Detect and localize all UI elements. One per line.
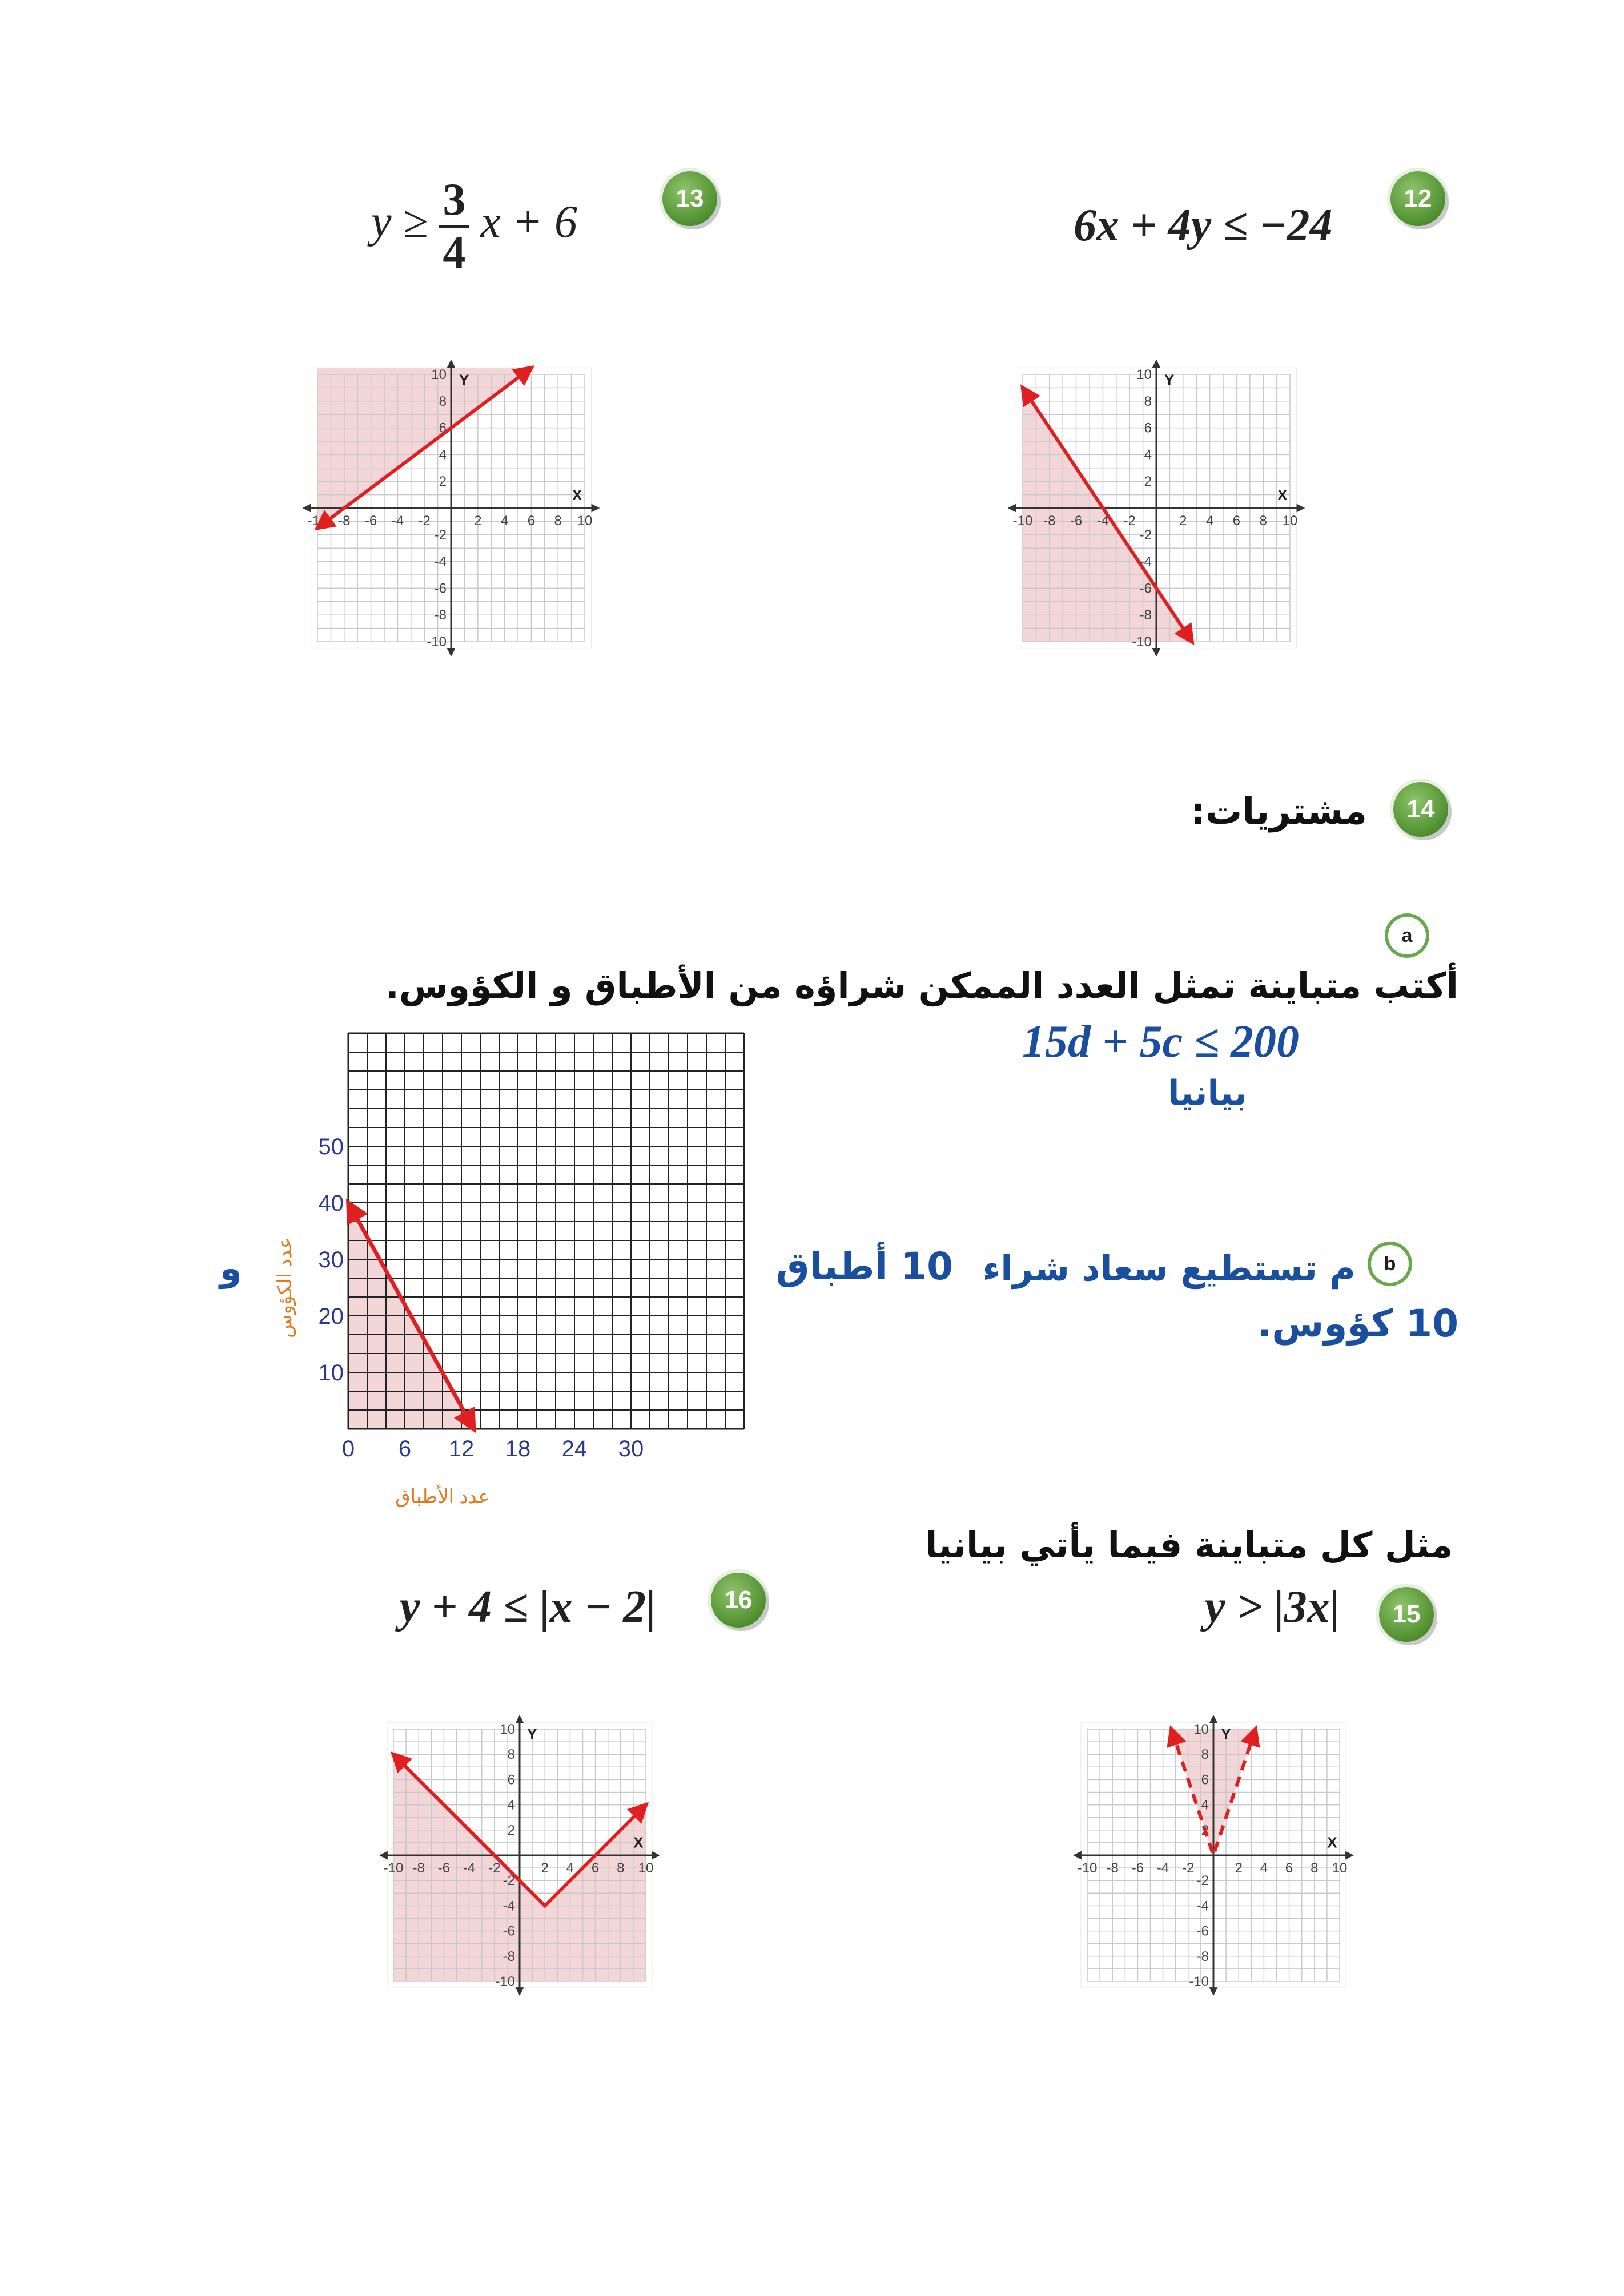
graph-16 — [314, 1667, 725, 2055]
x-tick-label: 2 — [1235, 1860, 1243, 1876]
y-tick-label: -10 — [495, 1974, 515, 1989]
x-tick-label: 8 — [617, 1860, 625, 1876]
part-b-letter: b — [1384, 1252, 1396, 1275]
x-tick-label: 2 — [541, 1860, 549, 1876]
x-axis-label: X — [1277, 486, 1288, 503]
y-tick-label: 6 — [507, 1772, 515, 1788]
y-tick-label: 2 — [507, 1822, 515, 1838]
problem-15-header: مثل كل متباينة فيما يأتي بيانيا — [925, 1524, 1453, 1566]
x-tick-label: 10 — [577, 513, 593, 529]
y-tick-label: 10 — [500, 1722, 515, 1737]
x-tick-label: -8 — [1106, 1860, 1119, 1876]
x-tick-label: -6 — [437, 1860, 451, 1876]
x-tick-label: -8 — [1043, 513, 1056, 529]
part-b-plates: 10 أطباق — [775, 1244, 953, 1288]
x-tick-label: 24 — [561, 1436, 588, 1461]
y-tick-label: 30 — [318, 1247, 344, 1272]
y-tick-label: 6 — [1201, 1772, 1209, 1788]
eq13-left: y ≥ — [371, 196, 428, 247]
problem-16-badge — [711, 1573, 766, 1628]
x-tick-label: 10 — [1332, 1860, 1348, 1876]
graph-13 — [246, 308, 657, 719]
y-axis-label: Y — [1221, 1725, 1231, 1743]
x-tick-label: -2 — [1182, 1860, 1195, 1876]
problem-14-title: مشتريات: — [1191, 791, 1367, 833]
y-tick-label: 4 — [507, 1797, 515, 1813]
y-tick-label: -10 — [1132, 634, 1152, 650]
y-tick-label: -2 — [503, 1873, 515, 1889]
y-tick-label: 20 — [318, 1304, 344, 1329]
part-a-letter: a — [1401, 924, 1413, 946]
x-tick-label: 0 — [341, 1436, 355, 1461]
x-tick-label: -6 — [1070, 513, 1083, 529]
x-tick-label: -4 — [391, 513, 404, 529]
part-b-question: م تستطيع سعاد شراء — [982, 1247, 1356, 1289]
problem-12-number: 12 — [1404, 184, 1432, 212]
problem-13-badge — [662, 171, 717, 226]
problem-14-number: 14 — [1406, 795, 1435, 823]
x-tick-label: -10 — [1077, 1860, 1098, 1876]
y-tick-label: -4 — [1196, 1898, 1209, 1914]
x-tick-label: -10 — [307, 513, 328, 529]
y-tick-label: 8 — [439, 393, 447, 409]
x-tick-label: 6 — [398, 1436, 412, 1461]
graph-label-bayaniyan: بيانيا — [1167, 1073, 1247, 1113]
x-tick-label: 4 — [500, 513, 509, 529]
y-tick-label: 6 — [1144, 420, 1152, 436]
y-tick-label: -4 — [503, 1898, 515, 1914]
y-tick-label: -2 — [1196, 1873, 1209, 1889]
x-axis-label: X — [1327, 1834, 1337, 1851]
x-tick-label: -2 — [418, 513, 431, 529]
y-tick-label: 10 — [431, 367, 447, 382]
problem-13-equation — [371, 177, 577, 276]
y-tick-label: -6 — [1196, 1923, 1209, 1939]
y-tick-label: 40 — [318, 1191, 344, 1216]
part-a-badge — [1385, 913, 1429, 958]
y-tick-label: -4 — [1139, 554, 1152, 570]
x-tick-label: 12 — [448, 1436, 475, 1461]
x-tick-label: -6 — [1131, 1860, 1144, 1876]
problem-15-number: 15 — [1392, 1600, 1421, 1628]
part-b-glasses: 10 كؤوس. — [1257, 1302, 1458, 1346]
problem-15-badge — [1379, 1587, 1434, 1642]
x-tick-label: -8 — [412, 1860, 425, 1876]
part-a-answer: 15d + 5c ≤ 200 — [1022, 1017, 1299, 1067]
x-tick-label: -8 — [338, 513, 351, 529]
problem-12-badge — [1390, 171, 1445, 226]
x-tick-label: 2 — [474, 513, 482, 529]
y-tick-label: -10 — [427, 634, 447, 650]
x-tick-label: 6 — [1285, 1860, 1293, 1876]
x-tick-label: 8 — [554, 513, 562, 529]
x-tick-label: -4 — [1156, 1860, 1169, 1876]
x-tick-label: -4 — [463, 1860, 476, 1876]
y-axis-label: عدد الكؤوس — [274, 1237, 296, 1338]
problem-15-equation: y > |3x| — [1205, 1582, 1340, 1632]
y-tick-label: -2 — [1139, 527, 1152, 543]
y-axis-label: Y — [1164, 371, 1175, 389]
x-tick-label: 4 — [566, 1860, 574, 1876]
x-tick-label: 18 — [505, 1436, 531, 1461]
x-tick-label: 30 — [618, 1436, 644, 1461]
y-tick-label: 10 — [318, 1360, 344, 1385]
y-tick-label: -8 — [434, 607, 447, 623]
x-tick-label: 10 — [1282, 513, 1298, 529]
x-tick-label: -10 — [383, 1860, 404, 1876]
y-tick-label: 2 — [1201, 1822, 1209, 1838]
part-b-and: و — [220, 1247, 242, 1289]
x-tick-label: -10 — [1012, 513, 1033, 529]
x-tick-label: 8 — [1311, 1860, 1319, 1876]
problem-16-equation: y + 4 ≤ |x − 2| — [400, 1582, 656, 1632]
y-tick-label: 50 — [318, 1134, 344, 1159]
y-axis-label: Y — [527, 1725, 537, 1743]
graph-12 — [951, 308, 1362, 719]
x-tick-label: 6 — [527, 513, 536, 529]
y-tick-label: -6 — [1139, 581, 1152, 597]
eq13-fraction — [439, 177, 469, 276]
problem-16-number: 16 — [724, 1586, 753, 1614]
y-tick-label: -8 — [503, 1948, 515, 1964]
y-axis-label: Y — [459, 371, 469, 389]
eq13-right: x + 6 — [480, 196, 577, 247]
y-tick-label: 4 — [439, 447, 447, 463]
problem-12-equation: 6x + 4y ≤ −24 — [1074, 200, 1333, 251]
x-tick-label: 4 — [1205, 513, 1214, 529]
y-tick-label: -2 — [434, 527, 447, 543]
y-tick-label: -6 — [434, 581, 447, 597]
x-tick-label: -2 — [1123, 513, 1136, 529]
problem-13-number: 13 — [676, 184, 704, 212]
y-tick-label: -4 — [434, 554, 447, 570]
x-tick-label: -2 — [488, 1860, 501, 1876]
x-tick-label: 4 — [1260, 1860, 1268, 1876]
part-b-badge — [1368, 1242, 1412, 1286]
y-tick-label: -8 — [1139, 607, 1152, 623]
x-axis-label: X — [572, 486, 582, 503]
y-tick-label: -10 — [1189, 1974, 1209, 1989]
y-tick-label: 10 — [1136, 367, 1152, 382]
x-tick-label: 6 — [1232, 513, 1241, 529]
graph-15 — [1022, 1667, 1416, 2055]
x-tick-label: -4 — [1096, 513, 1110, 529]
y-tick-label: 4 — [1144, 447, 1152, 463]
x-axis-label: X — [633, 1834, 644, 1851]
part-a-question: أكتب متباينة تمثل العدد الممكن شراؤه من الأطباق و الكؤوس. — [385, 965, 1458, 1006]
y-tick-label: 10 — [1193, 1722, 1209, 1737]
y-tick-label: 6 — [439, 420, 447, 436]
x-axis-label: عدد الأطباق — [395, 1486, 490, 1508]
x-tick-label: 6 — [591, 1860, 600, 1876]
graph-14 — [268, 1028, 771, 1513]
y-tick-label: 8 — [507, 1747, 515, 1763]
y-tick-label: 8 — [1201, 1747, 1209, 1763]
x-tick-label: 8 — [1259, 513, 1267, 529]
eq13-numerator: 3 — [439, 177, 469, 228]
x-tick-label: 2 — [1179, 513, 1187, 529]
x-tick-label: -6 — [364, 513, 377, 529]
y-tick-label: 8 — [1144, 393, 1152, 409]
eq13-denominator: 4 — [443, 228, 466, 278]
y-tick-label: -6 — [503, 1923, 515, 1939]
y-tick-label: -8 — [1196, 1948, 1209, 1964]
x-tick-label: 10 — [638, 1860, 654, 1876]
y-tick-label: 2 — [439, 474, 447, 490]
y-tick-label: 4 — [1201, 1797, 1209, 1813]
problem-14-badge — [1393, 782, 1448, 837]
y-tick-label: 2 — [1144, 474, 1152, 490]
